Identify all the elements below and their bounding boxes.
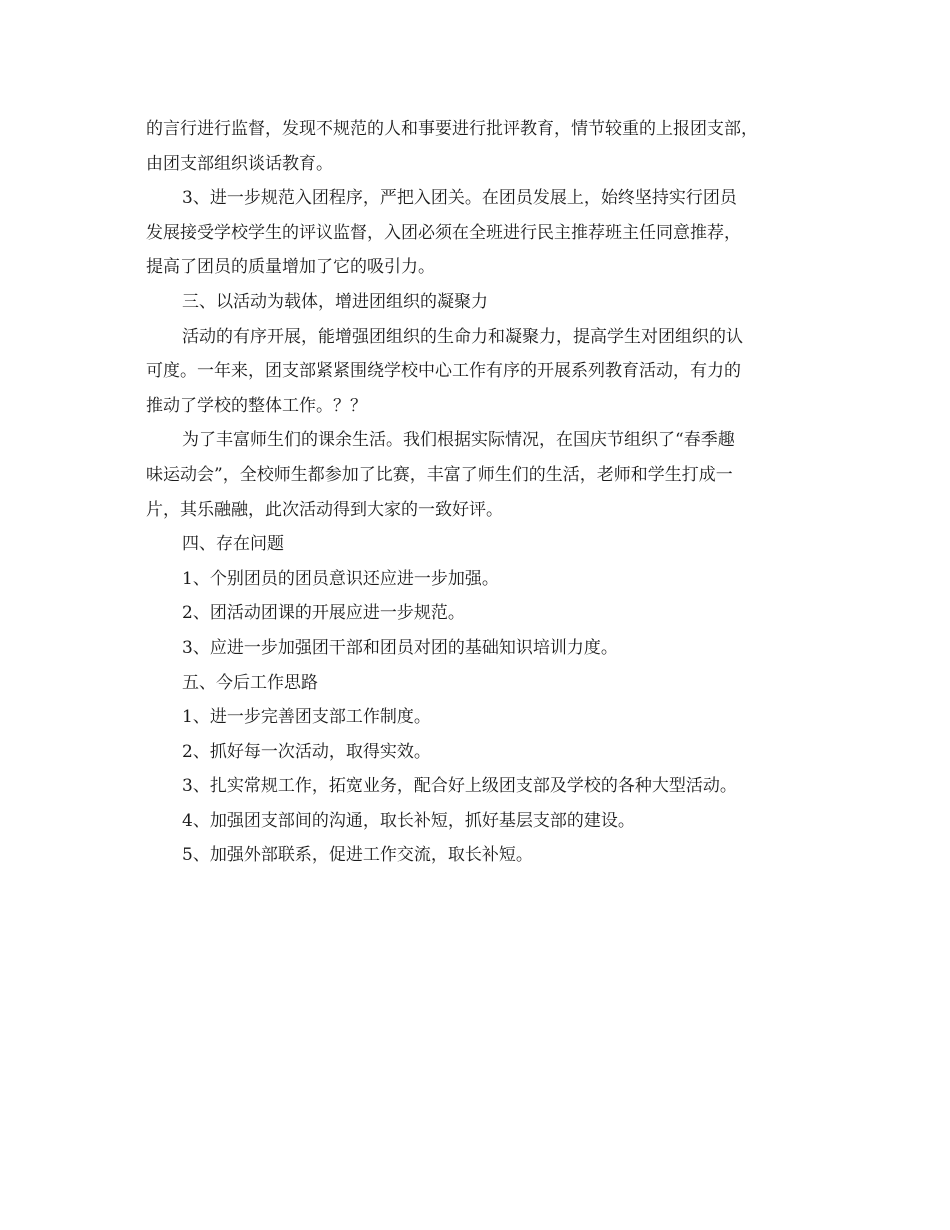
text-line: 片，其乐融融，此次活动得到大家的一致好评。	[146, 499, 503, 520]
text-line: 由团支部组织谈话教育。	[146, 153, 333, 174]
document-body	[146, 112, 816, 873]
text-line: 3、进一步规范入团程序，严把入团关。在团员发展上，始终坚持实行团员	[182, 188, 737, 209]
list-item: 2、团活动团课的开展应进一步规范。	[182, 603, 465, 624]
section-heading: 四、存在问题	[182, 534, 284, 555]
list-item: 3、扎实常规工作，拓宽业务，配合好上级团支部及学校的各种大型活动。	[182, 776, 737, 797]
text-line: 推动了学校的整体工作。？？	[146, 395, 367, 416]
list-item: 3、应进一步加强团干部和团员对团的基础知识培训力度。	[182, 637, 618, 658]
text-line: 提高了团员的质量增加了它的吸引力。	[146, 257, 435, 278]
list-item: 1、个别团员的团员意识还应进一步加强。	[182, 568, 499, 589]
text-line: 可度。一年来，团支部紧紧围绕学校中心工作有序的开展系列教育活动，有力的	[146, 361, 741, 382]
text-line: 发展接受学校学生的评议监督，入团必须在全班进行民主推荐班主任同意推荐，	[146, 222, 741, 243]
text-line: 活动的有序开展，能增强团组织的生命力和凝聚力，提高学生对团组织的认	[182, 326, 743, 347]
list-item: 4、加强团支部间的沟通，取长补短，抓好基层支部的建设。	[182, 810, 635, 831]
section-heading: 五、今后工作思路	[182, 672, 318, 693]
list-item: 1、进一步完善团支部工作制度。	[182, 707, 431, 728]
list-item: 2、抓好每一次活动，取得实效。	[182, 741, 431, 762]
text-line: 的言行进行监督，发现不规范的人和事要进行批评教育，情节较重的上报团支部，	[146, 119, 758, 139]
text-line: 味运动会”，全校师生都参加了比赛，丰富了师生们的生活，老师和学生打成一	[146, 464, 733, 485]
text-line: 为了丰富师生们的课余生活。我们根据实际情况，在国庆节组织了“春季趣	[182, 430, 735, 451]
section-heading: 三、以活动为载体，增进团组织的凝聚力	[182, 291, 488, 312]
list-item: 5、加强外部联系，促进工作交流，取长补短。	[182, 845, 533, 866]
